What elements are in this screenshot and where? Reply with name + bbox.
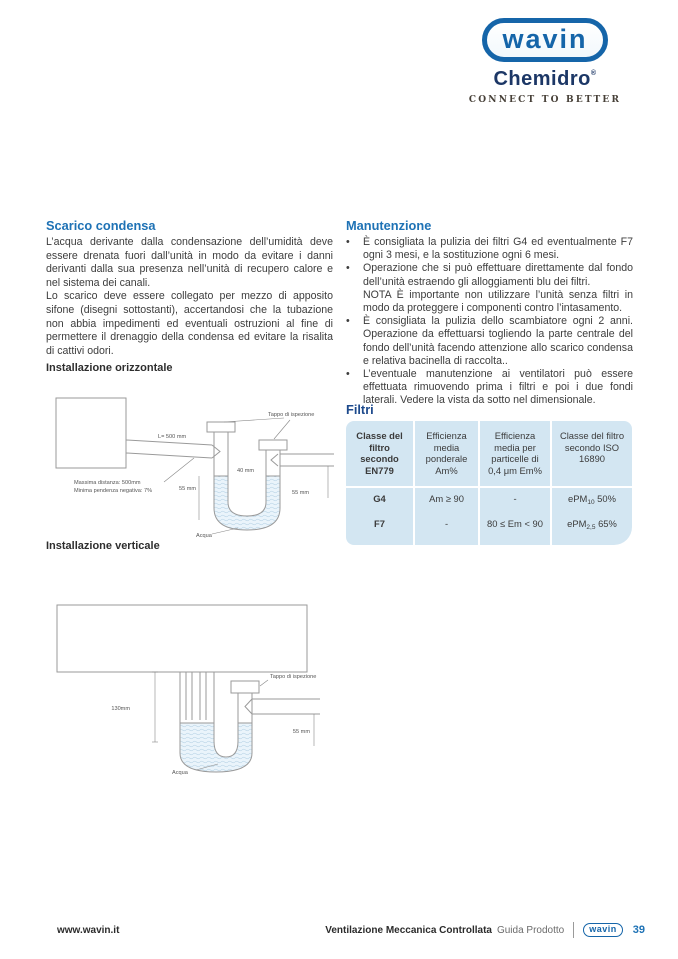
cell-iso [552, 488, 632, 513]
section-scarico-condensa [46, 218, 333, 358]
inspection-cap-left [207, 422, 235, 432]
horizontal-siphon-drawing [46, 390, 336, 540]
maintenance-item [346, 262, 633, 288]
label-tappo-ispezione: Tappo di ispezione [270, 674, 317, 680]
label-55mm-left: 55 mm [179, 486, 197, 492]
cell-am: - [415, 513, 480, 545]
bullet-icon: • [346, 368, 350, 381]
wavin-logo-text: wavin [502, 24, 588, 54]
iso-subscript: 2,5 [586, 524, 596, 531]
unit-box [56, 398, 126, 468]
maintenance-item [346, 236, 633, 262]
label-55mm-right: 55 mm [292, 490, 310, 496]
cell-classe: G4 [346, 488, 415, 513]
col-header-classe-iso: Classe del filtro secondo ISO 16890 [559, 430, 625, 464]
footer-right-group [325, 922, 645, 938]
wavin-footer-logo: wavin [583, 923, 623, 937]
maintenance-item [346, 315, 633, 368]
iso-base: ePM [568, 493, 588, 504]
col-header-efficienza-particelle: Efficienza media per particelle di 0,4 μm Em% [480, 421, 552, 486]
cell-em: 80 ≤ Em < 90 [480, 513, 552, 545]
iso-base: ePM [567, 518, 587, 529]
footer-doc-title: Ventilazione Meccanica Controllata [325, 924, 492, 936]
cell-em: - [480, 488, 552, 513]
label-acqua: Acqua [196, 533, 212, 539]
wavin-logo [482, 18, 607, 62]
cell-am: Am ≥ 90 [415, 488, 480, 513]
section-filtri [346, 402, 633, 420]
registered-mark: ® [590, 70, 597, 77]
chemidro-logo-text: Chemidro [493, 68, 591, 90]
section-title-manutenzione: Manutenzione [346, 218, 432, 233]
cell-classe: F7 [346, 513, 415, 545]
label-acqua: Acqua [172, 770, 188, 776]
unit-box [57, 605, 307, 672]
inspection-cap-right [259, 440, 287, 450]
iso-suffix: 65% [595, 518, 617, 529]
col-header-efficienza-ponderale: Efficienza media ponderale Am% [415, 421, 480, 486]
fig-horizontal-title: Installazione orizzontale [46, 362, 173, 374]
maintenance-item-text: È consigliata la pulizia dei filtri G4 ed eventualmente F7 ogni 3 mesi, e la sostituzione ogni 6 mesi. [363, 236, 633, 262]
label-tappo-ispezione: Tappo di ispezione [268, 412, 315, 418]
inspection-cap [231, 681, 259, 693]
footer-doc-subtitle: Guida Prodotto [496, 924, 565, 936]
cell-iso [552, 513, 632, 545]
filters-table-header [346, 421, 632, 488]
section-title-scarico: Scarico condensa [46, 218, 156, 233]
label-55mm: 55 mm [292, 729, 310, 735]
scarico-paragraph-2: Lo scarico deve essere collegato per mezzo di apposito sifone (disegni sottostanti), accertandosi che la tubazione non abbia impedimenti ed eventuali ostruzioni al fine di permettere il drenaggio della condensa ed evitare la risalita di cattivi odori. [46, 290, 333, 357]
maintenance-item [346, 289, 633, 315]
section-title-filtri: Filtri [346, 402, 374, 417]
bullet-icon: • [346, 262, 350, 275]
fig-horizontal-diagram [46, 390, 336, 540]
bullet-icon: • [346, 315, 350, 328]
maintenance-item-text: L’eventuale manutenzione ai ventilatori può essere effettuata rimuovendo prima i filtri e poi i due fondi laterali. Vedere la vista da sotto nel dimensionale. [363, 368, 633, 407]
table-row [346, 513, 632, 545]
fig-vertical-title: Installazione verticale [46, 540, 160, 552]
iso-subscript: 10 [587, 499, 595, 506]
label-massima-distanza: Massima distanza: 500mm [74, 480, 141, 486]
water-pattern [214, 476, 280, 530]
chemidro-logo [460, 68, 630, 91]
label-130mm: 130mm [111, 706, 130, 712]
brand-block [460, 18, 630, 105]
scarico-paragraph-1: L’acqua derivante dalla condensazione dell’umidità deve essere drenata fuori dall’unità in modo da evitare i danni derivanti dalla sua presenza nell’unità di recupero calore e nel sistema dei canali. [46, 236, 333, 289]
fig-vertical-diagram [46, 560, 336, 780]
maintenance-item-text: È consigliata la pulizia dello scambiatore ogni 2 anni. Operazione da effettuarsi togliendo la parte centrale del fondo dell’unità facendo attenzione allo scarico condensa e relativa bacinella di raccolta.. [363, 315, 633, 367]
label-l500: L= 500 mm [158, 434, 187, 440]
fig-vertical-title-block [46, 540, 333, 552]
iso-suffix: 50% [594, 493, 616, 504]
maintenance-item-text: NOTA È importante non utilizzare l’unità senza filtri in modo da proteggere i componenti contro l’intasamento. [363, 288, 633, 315]
label-40mm: 40 mm [237, 468, 255, 474]
fig-horizontal-title-block [46, 362, 333, 374]
label-minima-pendenza: Minima pendenza negativa: 7% [74, 488, 153, 494]
maintenance-item-text: Operazione che si può effettuare direttamente dal fondo dell’unità estraendo gli alloggiamenti blu dei filtri. [363, 262, 633, 288]
section-manutenzione [346, 218, 633, 408]
footer-divider [573, 922, 574, 938]
filters-table [346, 421, 632, 545]
bullet-icon: • [346, 236, 350, 248]
col-header-classe-en779: Classe del filtro secondo EN779 [346, 421, 415, 486]
vertical-siphon-drawing [46, 560, 336, 780]
page-number: 39 [632, 924, 645, 936]
footer-website: www.wavin.it [57, 925, 120, 936]
table-row [346, 488, 632, 513]
brand-tagline: CONNECT TO BETTER [468, 95, 622, 105]
